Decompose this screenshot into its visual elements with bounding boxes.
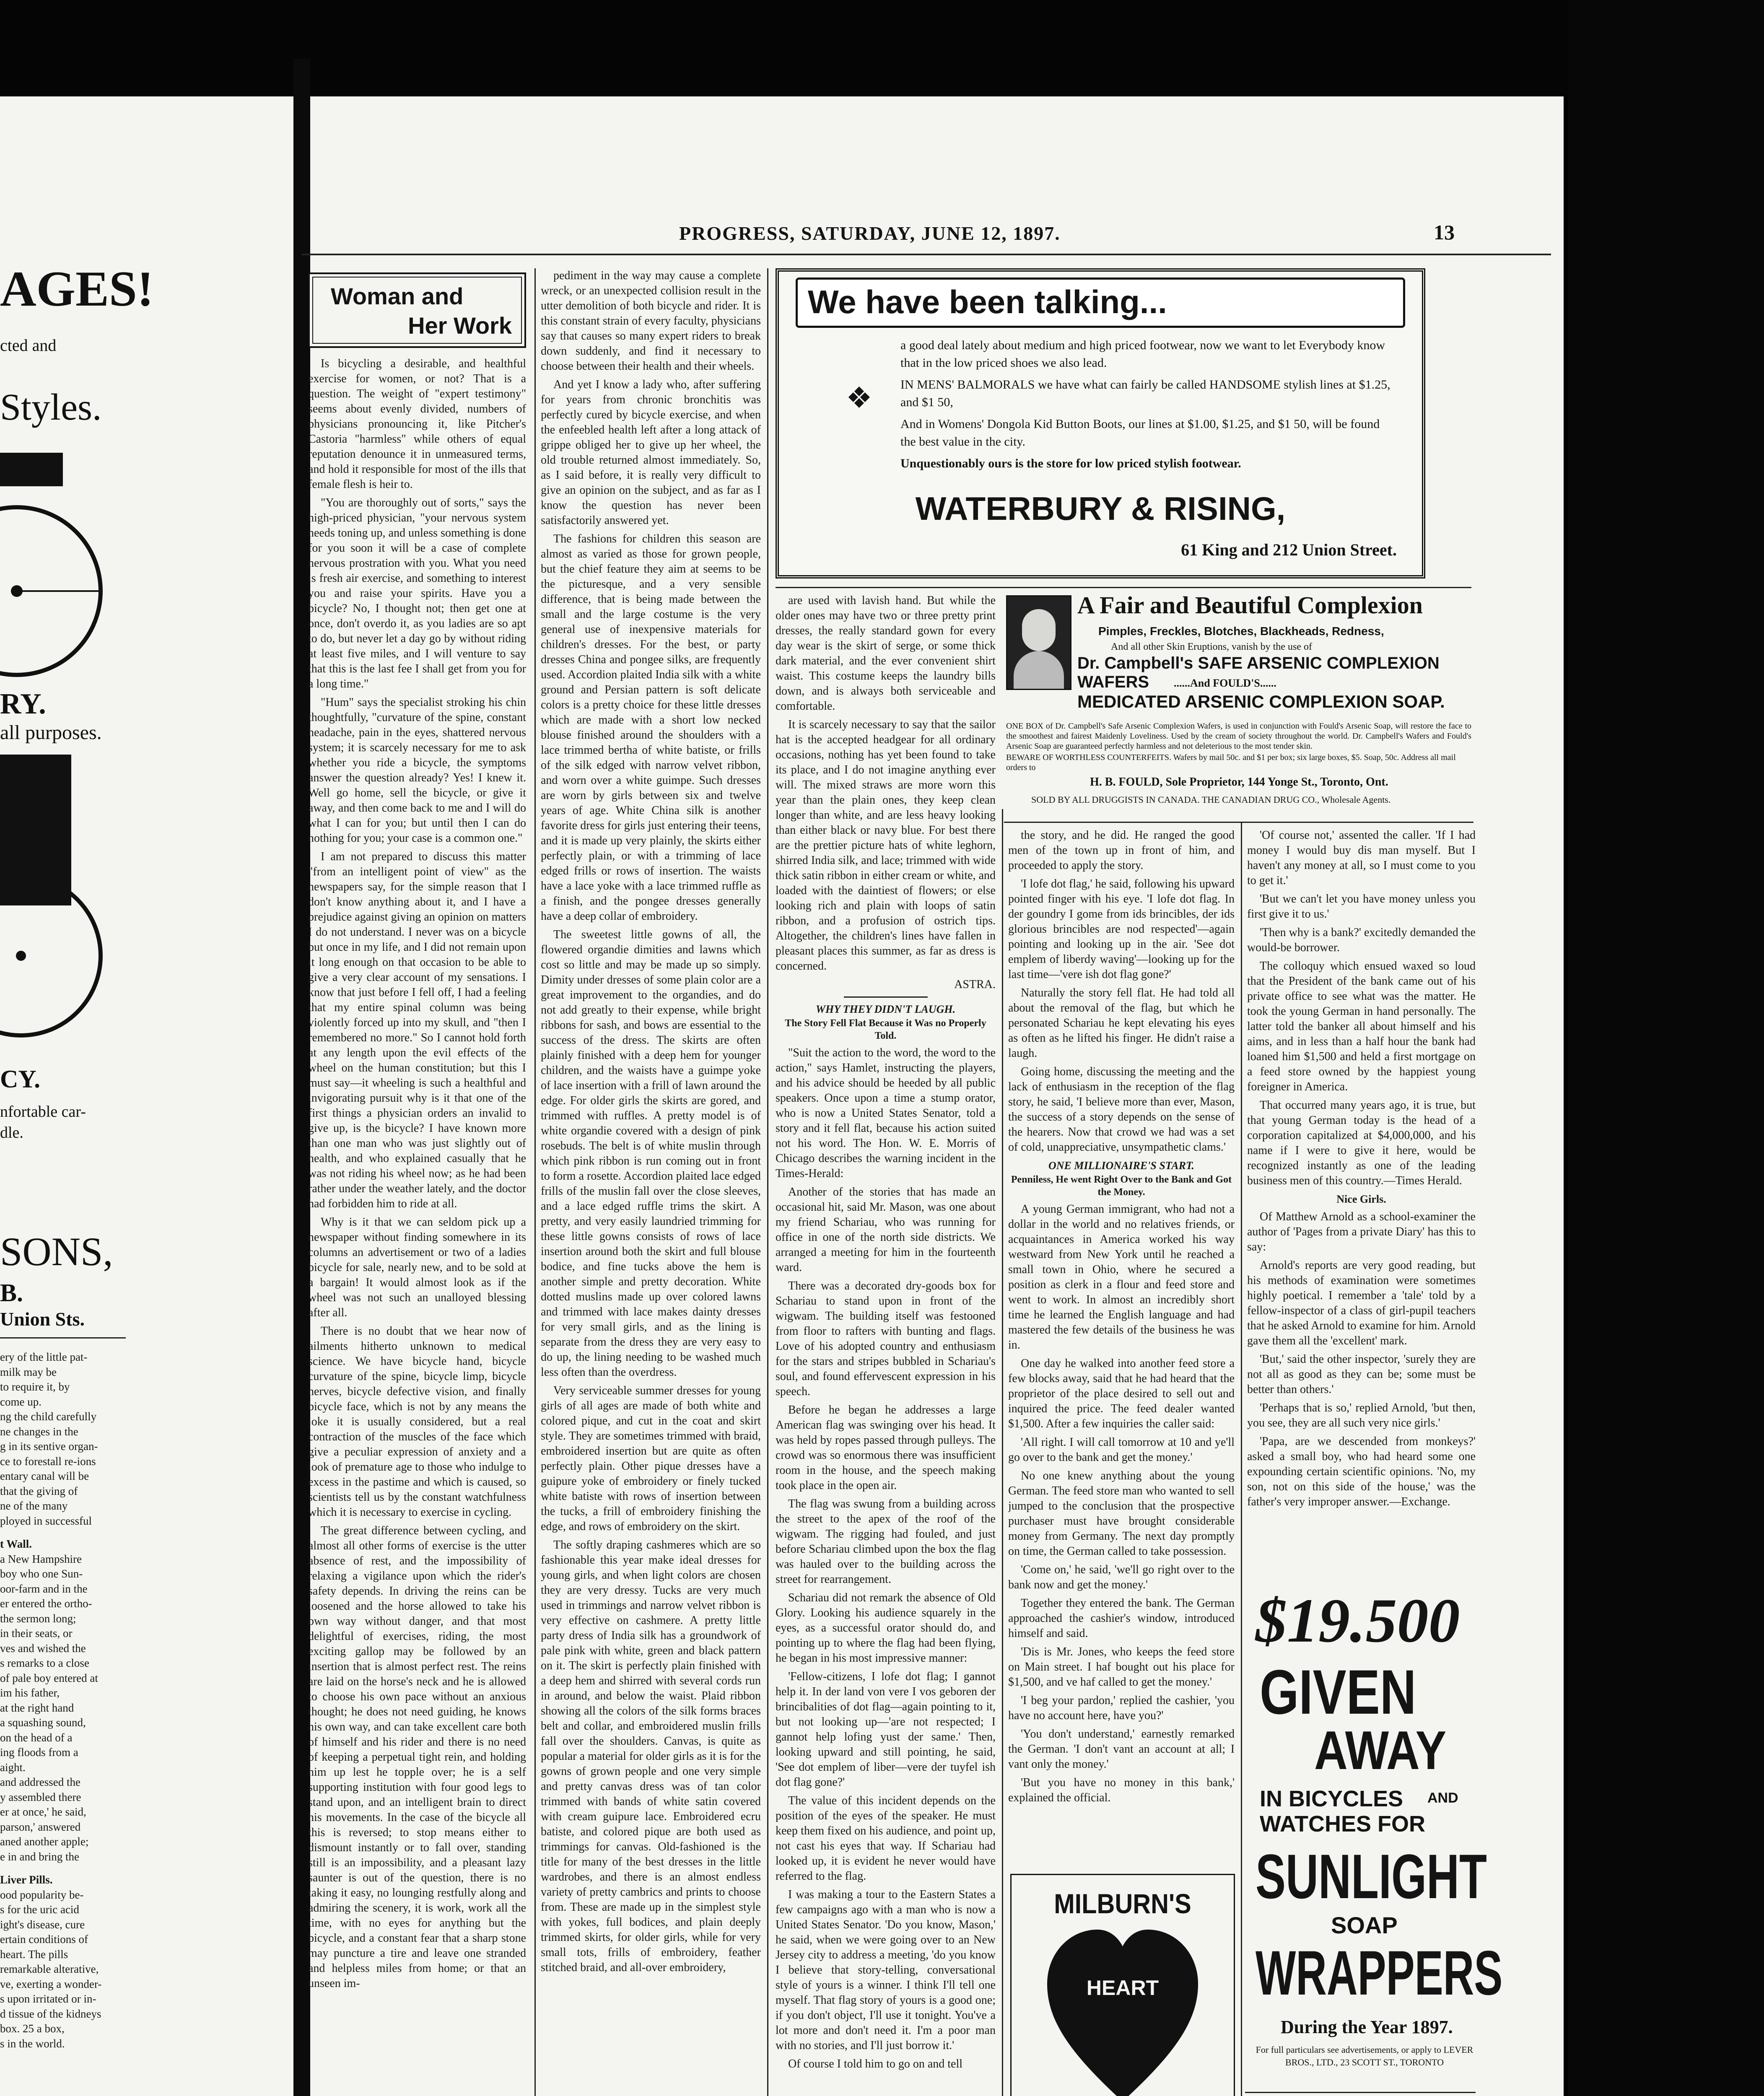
paragraph: A young German immigrant, who had not a dollar in the world and no relatives friends, or acquaintances in America worked his way westward from New York until he reached a small town in Ohio, where he secured a position as clerk in a flour and feed store and went to work. In almost an incredibly short time he learned the English language and had mastered the few details of the business he was in. <box>1008 1203 1235 1352</box>
complexion-sub2: And all other Skin Eruptions, vanish by the use of <box>1111 641 1312 652</box>
story-title: ONE MILLIONAIRE'S START. <box>1048 1160 1194 1172</box>
complexion-beware: BEWARE OF WORTHLESS COUNTERFEITS. Wafers by mail 50c. and $1 per box; six large boxes, $5. Soap, 50c. Address all mail orders to <box>1006 753 1456 772</box>
story-subtitle: The Story Fell Flat Because it Was no Properly Told. <box>785 1018 986 1041</box>
fragment-line: aned another apple; <box>0 1835 89 1848</box>
paragraph: 'Fellow-citizens, I lofe dot flag; I gannot help it. In der land von vere I vos geboren der brincibalities of dot flag—again pointing to it, but not looking up—'are not respected; I gannot help lofing yust der same.' Then, looking upward and still pointing, he said, 'See dot emplem of liber—vere der tuyfel ish dot flag gone?' <box>776 1670 996 1789</box>
complexion-line1: Dr. Campbell's SAFE ARSENIC COMPLEXION WAFERS <box>1077 654 1440 691</box>
fragment-line: ployed in successful <box>0 1514 92 1527</box>
portrait-image <box>1006 595 1071 690</box>
fragment-line: to require it, by <box>0 1380 70 1393</box>
paragraph: Of Matthew Arnold as a school-examiner the author of 'Pages from a private Diary' has this to say: <box>1247 1210 1476 1253</box>
ad-firm-name: WATERBURY & RISING, <box>915 490 1286 527</box>
fragment-line: ng the child carefully <box>0 1410 97 1423</box>
paragraph: One day he walked into another feed store a few blocks away, said that he had heard that the proprietor of the place desired to sell out and inquired the price. The feed dealer wanted $1,500. After a few inquiries the caller said: <box>1008 1357 1235 1430</box>
paragraph: Is bicycling a desirable, and healthful exercise for women, or not? That is a question. The weight of "expert testimony" seems about evenly divided, numbers of physicians pronouncing it, like Pitcher's Castoria "harmless" while others of equal reputation denounce it in unmeasured terms, and hold it responsible for most of the ills that female flesh is heir to. <box>308 357 526 491</box>
paragraph: It is scarcely necessary to say that the sailor hat is the accepted headgear for all ordinary occasions, nothing has yet been found to take its place, and I do not imagine anything ever will. The mixed straws are more worn this year than the plain ones, they keep clean longer than white, and are less heavy looking than either black or navy blue. For best there are the prettier picture hats of white leghorn, shirred India silk, and lace; trimmed with wide thick satin ribbon in either cream or white, and loaded with the daintiest of flowers; or else looking rich and plain with loops of satin ribbon, and a profusion of ostrich tips. Altogether, the children's lines have fallen in pleasant places this summer, as far as dress is concerned. <box>776 718 996 973</box>
column-3-text <box>776 593 996 2096</box>
paragraph: There is no doubt that we hear now of ailments hitherto unknown to medical science. We have bicycle hand, bicycle curvature of the spine, bicycle limp, bicycle nerves, bicycle defective vision, and finally bicycle face, which is not by any means the joke it is usually considered, but a real contraction of the muscles of the face which give a peculiar expression of anxiety and a look of premature age to those who indulge to excess in the pastime and which is caused, so scientists tell us by the constant watchfulness which it is necessary to exercise in cycling. <box>308 1325 526 1519</box>
paragraph: Arnold's reports are very good reading, but his methods of examination were sometimes highly poetical. I remember a 'tale' told by a fellow-inspector of a class of girl-pupil teachers that he asked Arnold to examine for him. Arnold gave them all the 'excellent' mark. <box>1247 1259 1476 1347</box>
paragraph: the story, and he did. He ranged the good men of the town up in front of him, and proceeded to apply the story. <box>1008 829 1235 872</box>
paragraph: 'Dis is Mr. Jones, who keeps the feed store on Main street. I haf bought out his place for $1,500, and ve haf called to get the money.' <box>1008 1645 1235 1689</box>
paragraph: Together they entered the bank. The German approached the cashier's window, introduced himself and said. <box>1008 1597 1235 1640</box>
fragment-line: ery of the little pat- <box>0 1351 88 1363</box>
paragraph: 'Come on,' he said, 'we'll go right over to the bank now and get the money.' <box>1008 1563 1235 1591</box>
complexion-line3: MEDICATED ARSENIC COMPLEXION SOAP. <box>1077 692 1445 711</box>
nfortable-text: nfortable car- <box>0 1103 86 1121</box>
story-title: WHY THEY DIDN'T LAUGH. <box>815 1003 956 1015</box>
scan-border-right <box>1568 0 1764 2096</box>
fragment-line: ce to forestall re-ions <box>0 1455 96 1468</box>
paragraph: Going home, discussing the meeting and the lack of enthusiasm in the reception of the flag story, he said, 'I believe more than ever, Mason, the success of a story depends on the sense of the hearers. Now that crowd we had was a set of cold, unappreciative, unsympathetic clams.' <box>1008 1065 1235 1154</box>
sunlight-away: AWAY <box>1314 1720 1447 1781</box>
fragment-line: milk may be <box>0 1365 57 1378</box>
fragment-line: boy who one Sun- <box>0 1567 83 1580</box>
fragment-line: come up. <box>0 1395 42 1408</box>
column-4-text <box>1008 828 1235 1863</box>
fragment-line: ertain conditions of <box>0 1933 88 1946</box>
sunlight-wrappers: WRAPPERS <box>1256 1938 1503 2008</box>
ad-headline-banner <box>796 278 1405 328</box>
column-rule <box>534 268 536 2096</box>
paragraph: 'I lofe dot flag,' he said, following his upward pointed finger with his eye. 'I lofe dot flag. In der goundry I gome from ids brincibles, der ids glorious brincibles are nod respected'—again pointing and looking up in the air. 'See dot emplem of liberdy waving'—looking up for the last time—'vere ish dot flag gone?' <box>1008 877 1235 981</box>
ad-headline: We have been talking... <box>808 283 1167 320</box>
signature: ASTRA. <box>954 978 996 991</box>
ad-line: a good deal lately about medium and high priced footwear, now we want to let Everybody know that in the low priced shoes we also lead. <box>900 338 1385 370</box>
fragment-line: of pale boy entered at <box>0 1671 98 1684</box>
paragraph: 'Papa, are we descended from monkeys?' asked a small boy, who had heard some one expounding certain scientific opinions. 'No, my son, not on this side of the house,' was the father's very improper answer.—Exchange. <box>1247 1435 1476 1508</box>
paragraph: The sweetest little gowns of all, the flowered organdie dimities and lawns which cost so little and may be made up so simply. Dimity under dresses of some plain color are a great improvement to the organdies, and do not add greatly to their expense, while bright ribbons for sash, and bows are essential to the success of the dress. The skirts are often plainly finished with a deep hem for younger children, and the waists have a guimpe yoke of lace insertion with a frill of lawn around the edge. For older girls the skirts are gored, and trimmed with ruffles. A pretty model is of white organdie covered with a design of pink rosebuds. The belt is of white muslin through which pink ribbon is run coming out in front to form a rosette. Accordion plaited lace edged frills of the muslin fall over the close sleeves, and a lace edged ruffle trims the skirt. A pretty, and very easily laundried trimming for these little gowns consists of rows of lace insertion around both the skirt and full blouse bodice, and fine tucks above the hem is another simple and pretty decoration. White dotted muslins made up over colored lawns and trimmed with lace makes dainty dresses for very small girls, and as the lining is separate from the dress they are very easy to do up, the lining needing to be washed much less often than the overdress. <box>541 928 761 1379</box>
union-text: Union Sts. <box>0 1308 85 1330</box>
fragment-line: d tissue of the kidneys <box>0 2007 101 2020</box>
paragraph: 'You don't understand,' earnestly remarked the German. 'I don't vant an account at all; I vant only the money.' <box>1008 1728 1235 1771</box>
paragraph: Schariau did not remark the absence of Old Glory. Looking his audience squarely in the eyes, as a successful orator should do, and pointing up to where the flag had been flying, he began in his most impressive manner: <box>776 1591 996 1665</box>
fragment-line: aight. <box>0 1761 26 1774</box>
masthead-title: PROGRESS, SATURDAY, JUNE 12, 1897. <box>679 223 1061 244</box>
column-1-text <box>308 356 526 2096</box>
fragment-line: Liver Pills. <box>0 1873 53 1886</box>
left-fragment-lines <box>0 1350 134 2096</box>
fragment-line: ight's disease, cure <box>0 1918 85 1931</box>
milburn-heart-pills-ad <box>1010 1874 1235 2096</box>
complexion-small: ONE BOX of Dr. Campbell's Safe Arsenic Complexion Wafers, is used in conjunction with Fould's Arsenic Soap, will restore the face to the smoothest and fairest Maidenly Loveliness. Used by the cream of society throughout the world. Dr. Campbell's Wafers and Fould's Arsenic Soap are guaranteed perfectly harmless and not deleterious to the most tender skin. <box>1006 721 1471 751</box>
paragraph: Of course I told him to go on and tell <box>788 2057 963 2070</box>
sunlight-given: GIVEN <box>1260 1657 1416 1727</box>
sunlight-small: For full particulars see advertisements, or apply to LEVER BROS., LTD., 23 SCOTT ST., TORONTO <box>1256 2044 1473 2067</box>
waterbury-rising-ad <box>776 268 1425 578</box>
paragraph: 'Of course not,' assented the caller. 'If I had money I would buy dis man myself. But I haven't any money at all, so I must come to you to get it.' <box>1247 829 1476 887</box>
sunlight-amount: $19.500 <box>1256 1586 1460 1655</box>
paragraph: I am not prepared to discuss this matter "from an intelligent point of view" as the newspapers say, for the simple reason that I don't know anything about it, and I have a prejudice against giving an opinion on matters I do not understand. I never was on a bicycle but once in my life, and I did not remain upon it long enough on that occasion to be able to give a very clear account of my sensations. I know that just before I fell off, I had a feeling that my entire spinal column was being violently forced up into my skull, and "then I remembered no more." So I cannot hold forth at any length upon the evil effects of the wheel on the human constitution; but this I must say—it wheeling is such a healthful and invigorating pursuit why is it that one of the first things a physician orders an invalid to give up, is the bicycle? I have known more than one man who was just slightly out of health, and who explained casually that he was not riding his wheel now; as he had been rather under the weather lately, and the doctor had forbidden him to ride at all. <box>308 850 526 1210</box>
ad-line: Unquestionably ours is the store for low priced stylish footwear. <box>900 457 1241 470</box>
fragment-line: in their seats, or <box>0 1627 73 1639</box>
fragment-line: s for the uric acid <box>0 1903 79 1916</box>
ad-line: And in Womens' Dongola Kid Button Boots, our lines at $1.00, $1.25, and $1 50, will be found the best value in the city. <box>900 417 1380 449</box>
fragment-line: t Wall. <box>0 1538 32 1550</box>
paragraph: There was a decorated dry-goods box for Schariau to stand upon in front of the wigwam. The building itself was festooned from floor to rafters with bunting and flags. Love of his adopted country and enthusiasm for the stars and stripes bubbled in Schariau's soul, and found effervescent expression in his speech. <box>776 1279 996 1398</box>
woman-her-work-heading <box>308 272 526 348</box>
sons-heading: SONS, <box>0 1229 113 1274</box>
paragraph: Before he began he addresses a large American flag was swinging over his head. It was held by ropes passed through pulleys. The crowd was so enormous there was insufficient room in the house, and the speech making took place in the open air. <box>776 1403 996 1492</box>
fragment-line: parson,' answered <box>0 1820 81 1833</box>
paragraph: The great difference between cycling, and almost all other forms of exercise is the utter absence of rest, and the impossibility of relaxing a vigilance upon which the rider's safety depends. In driving the reins can be loosened and the horse allowed to take his own way without danger, and that most delightful of exercises, riding, the most exciting gallop may be followed by an insertion that is almost perfect rest. The reins are laid on the horse's neck and he is allowed to choose his own pace without an anxious thought; he does not need guiding, he knows his own way, and can take excellent care both of himself and his rider and there is no need of keeping a perpetual tight rein, and holding him up lest he topple over; he is a self supporting institution with four good legs to stand upon, and an intelligent brain to direct his movements. In the case of the bicycle all this is reversed; to stop means either to dismount instantly or to fall over, standing still is an impossibility, and a pleasant lazy saunter is out of the question, there is no taking it easy, no lounging restfully along and admiring the scenery, it is work, work all the time, with no eyes for anything but the bicycle, and a constant fear that a sharp stone may puncture a tire and leave one stranded and helpless miles from home; or that an unseen im- <box>308 1524 526 1990</box>
all-purposes-text: all purposes. <box>0 721 102 744</box>
column-5-text <box>1247 828 1476 1574</box>
page-number: 13 <box>1434 220 1455 244</box>
bicycle-illustration-top <box>0 453 138 713</box>
cted-text: cted and <box>0 336 57 355</box>
fragment-line: ves and wished the <box>0 1642 86 1655</box>
paragraph: That occurred many years ago, it is true, but that young German today is the head of a corporation capitalized at $4,000,000, and his name if I were to give it here, would be recognized instantly as one of the leading business men of this country.—Times Herald. <box>1247 1099 1476 1187</box>
section-rule <box>776 587 1471 588</box>
fragment-line: ood popularity be- <box>0 1888 84 1901</box>
sunlight-soap: SOAP <box>1331 1912 1398 1938</box>
paragraph: 'All right. I will call tomorrow at 10 and ye'll go over to the bank and get the money.' <box>1008 1436 1235 1464</box>
dle-text: dle. <box>0 1124 23 1141</box>
fragment-line: that the giving of <box>0 1484 78 1497</box>
paragraph: 'But,' said the other inspector, 'surely they are not all as good as they can be; some must be better than others.' <box>1247 1353 1476 1396</box>
paragraph: 'Perhaps that is so,' replied Arnold, 'but then, you see, they are all such very nice girls.' <box>1247 1401 1476 1429</box>
complexion-sub1: Pimples, Freckles, Blotches, Blackheads, Redness, <box>1098 625 1384 638</box>
ad-address: 61 King and 212 Union Street. <box>1181 540 1397 559</box>
sunlight-year: During the Year 1897. <box>1281 2017 1453 2037</box>
fragment-line: im his father, <box>0 1686 60 1699</box>
ornament-icon: ❖ <box>846 381 872 415</box>
fragment-line: entary canal will be <box>0 1470 89 1482</box>
fragment-line: g in its sentive organ- <box>0 1440 98 1453</box>
column-rule <box>1241 822 1242 2096</box>
page-gutter <box>293 59 310 2096</box>
paragraph: "You are thoroughly out of sorts," says the high-priced physician, "your nervous system needs toning up, and unless something is done for you soon it will be a case of complete nervous prostration with you. What you need is fresh air exercise, and something to interest you and raise your spirits. Have you a bicycle? No, I thought not; then get one at once, don't overdo it, as you ladies are so apt to do, but never let a day go by without riding at least five miles, and I will venture to say that this is the last fee I shall get from you for a long time." <box>308 496 526 690</box>
complexion-ad <box>1006 591 1471 813</box>
ry-text: RY. <box>0 688 46 720</box>
left-rule <box>0 1337 126 1339</box>
paragraph: The colloquy which ensued waxed so loud that the President of the bank came out of his private office to see what was the matter. He took the young German in hand personally. The latter told the banker all about himself and his aims, and in less than a half hour the bank had loaned him $1,500 and held a first mortgage on a feed store owned by the happiest young foreigner in America. <box>1247 960 1476 1093</box>
paragraph: are used with lavish hand. But while the older ones may have two or three pretty print dresses, the really standard gown for every day wear is the skirt of serge, or some thick dark material, and the ever convenient shirt waist. This costume keeps the laundry bills down, and is always both serviceable and comfortable. <box>776 594 996 713</box>
fragment-line: ne changes in the <box>0 1425 78 1438</box>
complexion-title: A Fair and Beautiful Complexion <box>1077 591 1423 619</box>
complexion-line2: ......And FOULD'S...... <box>1174 677 1276 689</box>
paragraph: Naturally the story fell flat. He had told all about the removal of the flag, but which he personated Schariau he kept elevating his eyes as often as he lifted his finger. He didn't raise a laugh. <box>1008 986 1235 1060</box>
paragraph: 'I beg your pardon,' replied the cashier, 'you have no account here, have you?' <box>1008 1694 1235 1722</box>
nice-girls-title: Nice Girls. <box>1336 1193 1386 1205</box>
fragment-line: a squashing sound, <box>0 1716 86 1729</box>
story-subtitle: Penniless, He went Right Over to the Bank and Got the Money. <box>1011 1174 1232 1198</box>
heart-icon <box>1047 1930 1198 2096</box>
fragment-line: e in and bring the <box>0 1850 79 1863</box>
fragment-line: s remarks to a close <box>0 1657 89 1669</box>
paragraph: The value of this incident depends on the position of the eyes of the speaker. He must keep them fixed on his audience, and point up, not cast his eyes that way. If Schariau had looked up, it is evident he never would have referred to the flag. <box>776 1794 996 1883</box>
fragment-line: heart. The pills <box>0 1948 68 1961</box>
story-rule <box>844 996 928 998</box>
fragment-line: er entered the ortho- <box>0 1597 92 1610</box>
fragment-line: the sermon long; <box>0 1612 76 1625</box>
fragment-line: box. 25 a box, <box>0 2022 65 2035</box>
paragraph: Another of the stories that has made an occasional hit, said Mr. Mason, was one about my friend Schariau, who was running for office in one of the north side districts. We arranged a meeting for him in the fourteenth ward. <box>776 1185 996 1274</box>
paragraph: The fashions for children this season are almost as varied as those for grown people, but the chief feature they aim at seems to be the picturesque, and a very sensible difference, that is being made between the small and the large costume is the very general use of inexpensive materials for children's dresses. For the best, or party dresses China and pongee silks, are frequently used. Accordion plaited India silk with a white ground and Persian pattern is soft delicate colors is a pretty choice for these little dresses which are made with a short low necked blouse finished around the shoulders with a lace trimmed bertha of white batiste, or frills of the silk edged with narrow velvet ribbon, and worn over a white guimpe. Such dresses are worn by girls between six and twelve years of age. White China silk is another favorite dress for girls just entering their teens, and it is made up very plainly, the skirts either perfectly plain, or with a trimming of lace edged frills or rows of insertion. The waists have a lace yoke with a lace trimmed ruffle as a finish, and the pongee dresses generally have a deep collar of embroidery. <box>541 532 761 923</box>
paragraph: No one knew anything about the young German. The feed store man who wanted to sell jumped to the conclusion that the prospective purchaser must have brought considerable money from Germany. The next day promptly on time, the German called to take possession. <box>1008 1469 1235 1558</box>
bicycle-illustration-bottom <box>0 755 138 1048</box>
paragraph: Why is it that we can seldom pick up a newspaper without finding somewhere in its columns an advertisement or two of a ladies bicycle for sale, nearly new, and to be sold at a bargain! It would almost look as if the wheel was not such an unalloyed blessing after all. <box>308 1216 526 1319</box>
fragment-line: s in the world. <box>0 2037 65 2050</box>
sunlight-and: AND <box>1427 1790 1458 1806</box>
heading-line-1: Woman and <box>331 283 464 309</box>
fragment-line: a New Hampshire <box>0 1552 82 1565</box>
sunlight-in: IN BICYCLES <box>1260 1786 1403 1811</box>
milburn-name: MILBURN'S <box>1054 1888 1191 1919</box>
masthead-rule <box>302 254 1551 255</box>
fragment-line: ne of the many <box>0 1499 68 1512</box>
paragraph: 'But you have no money in this bank,' explained the official. <box>1008 1776 1235 1804</box>
fragment-line: er at once,' he said, <box>0 1805 86 1818</box>
column-rule <box>767 268 768 2096</box>
paragraph: Very serviceable summer dresses for young girls of all ages are made of both white and colored pique, and cut in the coat and skirt style. They are sometimes trimmed with braid, embroidered insertion but are quite as often perfectly plain. Other pique dresses have a guipure yoke of embroidery or finely tucked white batiste with rows of insertion between the tucks, a frill of embroidery finishing the edge, and rows of embroidery on the skirt. <box>541 1384 761 1533</box>
complexion-sold: SOLD BY ALL DRUGGISTS IN CANADA. THE CANADIAN DRUG CO., Wholesale Agents. <box>1031 794 1391 805</box>
heading-line-2: Her Work <box>408 312 512 339</box>
styles-heading: Styles. <box>0 387 102 428</box>
paragraph: "Suit the action to the word, the word to the action," says Hamlet, instructing the players, and his advice should be heeded by all public speakers. Once upon a time a stump orator, who is now a United States Senator, told a story and it fell flat, because his action suited not his word. The Hon. W. E. Morris of Chicago describes the warning incident in the Times-Herald: <box>776 1046 996 1180</box>
paragraph: I was making a tour to the Eastern States a few campaigns ago with a man who is now a United States Senator. 'Do you know, Mason,' he said, when we were going over to an New Jersey city to address a meeting, 'do you know I believe that story-telling, conversational style of yours is a winner. I think I'll tell one myself. That flag story of yours is a good one; if you don't object, I'll use it tonight. You've a lot more and don't need it. I'm a poor man with no stories, and I'll just borrow it.' <box>776 1888 996 2052</box>
milburn-heart: HEART <box>1086 1976 1159 2000</box>
sunlight-watches: WATCHES FOR <box>1260 1811 1425 1837</box>
fragment-line: y assembled there <box>0 1790 81 1803</box>
paragraph: The flag was swung from a building across the street to the apex of the roof of the wigwam. The rigging had fouled, and just before Schariau climbed upon the box the flag was hauled over to the building across the street for rearrangement. <box>776 1497 996 1586</box>
section-rule <box>1245 2092 1476 2093</box>
sunlight-soap-ad <box>1247 1585 1503 2083</box>
fragment-line: and addressed the <box>0 1776 80 1788</box>
column-2-text <box>541 268 761 2096</box>
column-rule <box>1002 809 1003 2096</box>
cy-text: CY. <box>0 1065 41 1093</box>
section-rule <box>1004 822 1473 823</box>
paragraph: The softly draping cashmeres which are so fashionable this year make ideal dresses for young girls, and when light colors are chosen they are very dressy. Tucks are very much used in trimmings and narrow velvet ribbon is very effective on cashmere. A pretty little party dress of India silk has a groundwork of pale pink with white, green and black pattern on it. The skirt is perfectly plain finished with a deep hem and shirred with several cords run in around, and below the waist. Plaid ribbon showing all the colors of the silk forms braces belt and collar, and embroidered muslin frills fall over the shoulders. Canvas, is quite as popular a material for older girls as it is for the gowns of grown people and one very simple and pretty canvas dress was of tan color trimmed with bands of white satin covered with cream guipure lace. Embroidered ecru batiste, and colored pique are both used as trimmings for canvas. Old-fashioned is the title for many of the best dresses in the little wardrobes, and there is an almost endless variety of pretty cambrics and prints to choose from. These are made up in the simplest style with yokes, full bodices, and plain deeply trimmed skirts, for older girls, while for very small tots, frills of embroidery, feather stitched braid, and all-over embroidery, <box>541 1538 761 1974</box>
fragment-line: remarkable alterative, <box>0 1963 99 1975</box>
scan-border-top <box>0 0 1764 96</box>
fragment-line: at the right hand <box>0 1701 74 1714</box>
ages-heading: AGES! <box>0 261 154 316</box>
complexion-proprietor: H. B. FOULD, Sole Proprietor, 144 Yonge St., Toronto, Ont. <box>1090 776 1388 789</box>
fragment-line: oor-farm and in the <box>0 1582 88 1595</box>
paragraph: "Hum" says the specialist stroking his chin thoughtfully, "curvature of the spine, constant headache, pain in the eyes, shattered nervous system; it is scarcely necessary for me to ask whether you ride a bicycle, the symptoms answer the question already? Yes! I knew it. Well go home, sell the bicycle, or give it away, and then come back to me and I will do what I can for you; but until then I can do nothing for you; your case is a common one." <box>308 696 526 845</box>
b-text: B. <box>0 1279 23 1307</box>
paragraph: And yet I know a lady who, after suffering for years from chronic bronchitis was perfectly cured by bicycle exercise, and when the enfeebled health left after a long attack of grippe obliged her to give up her wheel, the old trouble returned almost immediately. So, as I said before, it is really very difficult to give an opinion on the subject, and as far as I know the question has never been satisfactorily answered yet. <box>541 378 761 527</box>
paragraph: pediment in the way may cause a complete wreck, or an unexpected collision result in the utter demolition of both bicycle and rider. It is this constant strain of every faculty, physicians say that causes so many expert riders to break down suddenly, and find it necessary to choose between their health and their wheels. <box>541 269 761 373</box>
ad-line: IN MENS' BALMORALS we have what can fairly be called HANDSOME stylish lines at $1.25, and $1 50, <box>900 378 1390 409</box>
fragment-line: s upon irritated or in- <box>0 1992 96 2005</box>
ad-body <box>900 337 1395 472</box>
fragment-line: ing floods from a <box>0 1746 78 1759</box>
sunlight-brand: SUNLIGHT <box>1256 1841 1487 1912</box>
paragraph: 'But we can't let you have money unless you first give it to us.' <box>1247 892 1476 921</box>
fragment-line: on the head of a <box>0 1731 73 1744</box>
paragraph: 'Then why is a bank?' excitedly demanded the would-be borrower. <box>1247 926 1476 954</box>
fragment-line: ve, exerting a wonder- <box>0 1977 102 1990</box>
